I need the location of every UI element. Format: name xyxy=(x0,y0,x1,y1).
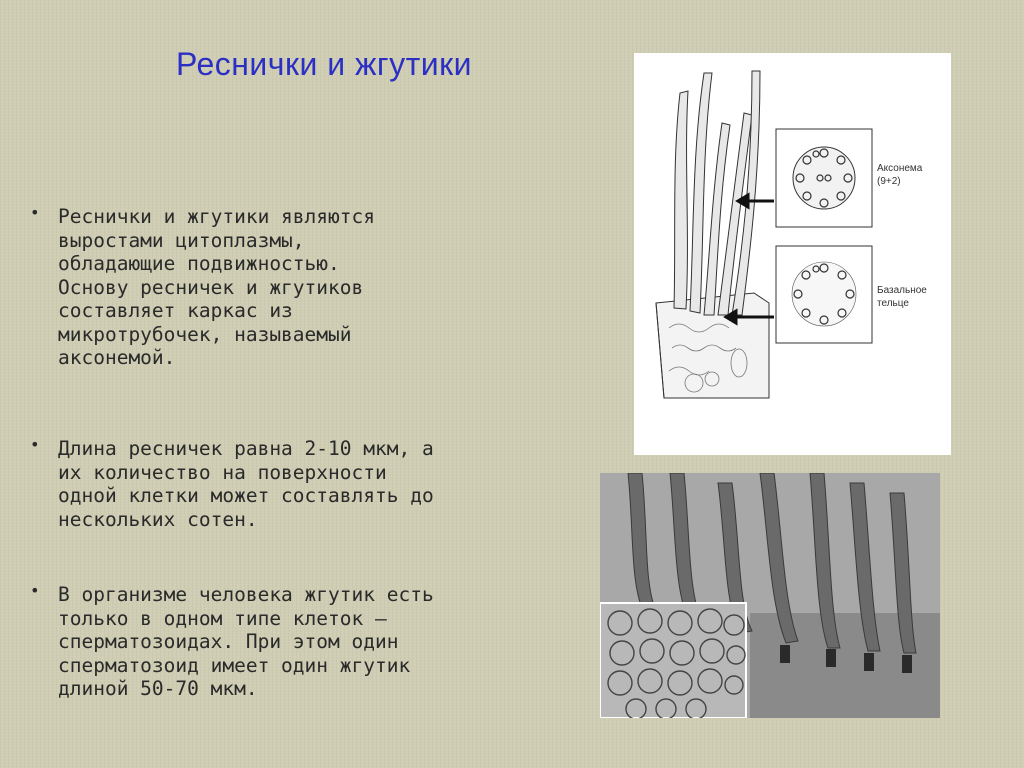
micrograph-inset xyxy=(600,603,746,718)
bullet-dot-icon: • xyxy=(30,203,40,222)
cilia-diagram-drawing xyxy=(634,53,951,455)
cilia-shafts xyxy=(674,71,760,315)
bullet-dot-icon: • xyxy=(30,435,40,454)
axoneme-cross-section xyxy=(776,129,872,227)
cilia-diagram xyxy=(634,53,951,455)
bullet-text: Реснички и жгутики являются выростами цитоплазмы, обладающие подвижностью. Основу ресничек и жгутиков составляет каркас из микротрубочек, называемый аксонемой. xyxy=(58,205,375,369)
bullet-text: Длина ресничек равна 2-10 мкм, а их количество на поверхности одной клетки может составлять до нескольких сотен. xyxy=(58,437,434,531)
bullet-dot-icon: • xyxy=(30,581,40,600)
label-axoneme: Аксонема xyxy=(877,163,923,174)
label-axoneme-formula: (9+2) xyxy=(877,176,901,187)
label-basal-body: Базальное xyxy=(877,285,927,296)
electron-micrograph xyxy=(600,473,940,718)
label-basal-body-2: тельце xyxy=(877,298,909,309)
slide-title: Реснички и жгутики xyxy=(176,46,472,82)
basal-body-cross-section xyxy=(776,246,872,343)
micrograph-drawing xyxy=(600,473,940,718)
bullet-text: В организме человека жгутик есть только в одном типе клеток – сперматозоидах. При этом один сперматозоид имеет один жгутик длиной 50-70 мкм. xyxy=(58,583,434,700)
